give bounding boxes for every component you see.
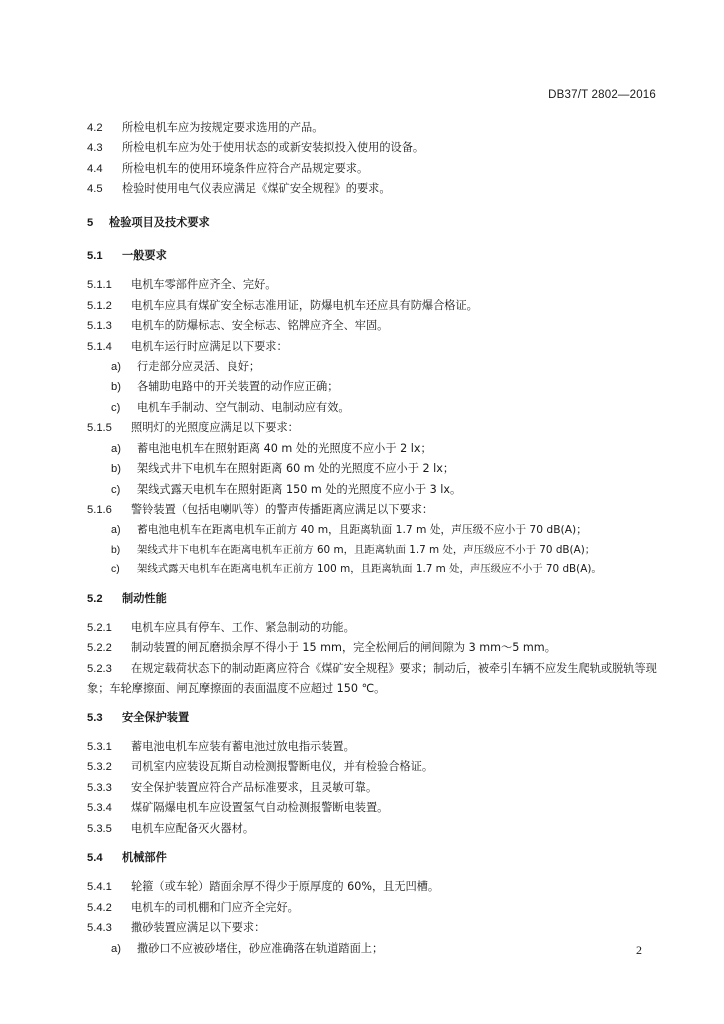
- list-item: [87, 541, 665, 560]
- clause-number: 4.4: [87, 162, 103, 175]
- clause-text: 警铃装置（包括电喇叭等）的警声传播距离应满足以下要求：: [131, 502, 434, 516]
- clause-text: 所检电机车的使用环境条件应符合产品规定要求。: [122, 161, 369, 175]
- document-code-header: DB37/T 2802—2016: [548, 89, 656, 101]
- clause-text: 电机车的防爆标志、安全标志、铭牌应齐全、牢固。: [131, 319, 389, 333]
- clause-text: 照明灯的光照度应满足以下要求：: [131, 421, 299, 435]
- clause-number: 5.3.3: [87, 781, 112, 794]
- clause-5-1-5: [87, 418, 665, 438]
- clause-number: 5.3.5: [87, 822, 112, 835]
- clause-5-3-5: [87, 819, 665, 839]
- clause-number: 5.1.6: [87, 503, 112, 516]
- clause-4-4: [87, 159, 665, 179]
- clause-5-2-3: [87, 659, 665, 699]
- clause-5-3-2: [87, 757, 665, 777]
- clause-5-4-2: [87, 898, 665, 918]
- clause-number: 5.1.1: [87, 279, 112, 292]
- clause-text: 所检电机车应为处于使用状态的或新安装拟投入使用的设备。: [122, 141, 425, 155]
- list-item: [87, 480, 665, 500]
- list-item-text: 架线式井下电机车在照射距离 60 m 处的光照度不应小于 2 lx；: [137, 462, 455, 476]
- list-item-text: 蓄电池电机车在距离电机车正前方 40 m，且距离轨面 1.7 m 处，声压级不应小于 70 dB(A)；: [137, 523, 587, 537]
- clause-number: 5.3.1: [87, 740, 112, 753]
- clause-text: 在规定载荷状态下的制动距离应符合《煤矿安全规程》要求；制动后，被牵引车辆不应发生爬轨或脱轨等现象；车轮摩擦面、闸瓦摩擦面的表面温度不应超过 150 ℃。: [87, 661, 657, 696]
- clause-number: 5.4.2: [87, 901, 112, 914]
- clause-text: 电机车零部件应齐全、完好。: [131, 278, 277, 292]
- list-item: [87, 377, 665, 397]
- clause-5-2-2: [87, 638, 665, 658]
- section-title: 安全保护装置: [122, 710, 190, 724]
- clause-text: 安全保护装置应符合产品标准要求，且灵敏可靠。: [131, 780, 378, 794]
- list-item-text: 各辅助电路中的开关装置的动作应正确；: [137, 380, 339, 394]
- section-5-2-heading: [87, 589, 665, 609]
- list-marker: b): [111, 381, 121, 394]
- clause-text: 电机车应具有停车、工作、紧急制动的功能。: [131, 620, 355, 634]
- clause-text: 所检电机车应为按规定要求选用的产品。: [122, 121, 324, 134]
- list-item: [87, 398, 665, 418]
- clause-text: 司机室内应装设瓦斯自动检测报警断电仪，并有检验合格证。: [131, 760, 434, 774]
- clause-5-1-1: [87, 275, 665, 295]
- clause-text: 制动装置的闸瓦磨损余厚不得小于 15 mm，完全松闸后的闸间隙为 3 mm～5 mm。: [131, 641, 556, 655]
- clause-number: 5.1.5: [87, 422, 112, 435]
- section-number: 5.2: [87, 592, 103, 605]
- clause-number: 5.4.1: [87, 881, 112, 894]
- list-item: [87, 520, 665, 540]
- clause-number: 5.4.3: [87, 922, 112, 935]
- clause-text: 电机车的司机棚和门应齐全完好。: [131, 900, 299, 914]
- list-marker: a): [111, 524, 121, 537]
- clause-5-3-4: [87, 798, 665, 818]
- clause-5-1-6: [87, 500, 665, 520]
- list-marker: c): [111, 401, 121, 414]
- clause-text: 电机车应具有煤矿安全标志准用证，防爆电机车还应具有防爆合格证。: [131, 298, 478, 312]
- clause-text: 撒砂装置应满足以下要求：: [131, 921, 266, 935]
- document-body: [87, 118, 665, 959]
- clause-5-1-4: [87, 337, 665, 357]
- list-marker: a): [111, 442, 121, 455]
- list-item-text: 架线式露天电机车在照射距离 150 m 处的光照度不应小于 3 lx。: [137, 482, 462, 496]
- clause-4-5: [87, 179, 665, 199]
- clause-4-2: [87, 118, 665, 138]
- clause-number: 4.5: [87, 183, 103, 196]
- list-marker: c): [111, 483, 121, 496]
- clause-number: 5.1.4: [87, 340, 112, 353]
- list-item-text: 撒砂口不应被砂堵住，砂应准确落在轨道踏面上；: [137, 941, 384, 955]
- list-marker: b): [111, 463, 121, 476]
- clause-text: 蓄电池电机车应装有蓄电池过放电指示装置。: [131, 739, 355, 753]
- clause-number: 4.2: [87, 122, 103, 134]
- section-number: 5.1: [87, 250, 103, 263]
- clause-number: 5.3.2: [87, 761, 112, 774]
- clause-5-1-3: [87, 316, 665, 336]
- section-title: 机械部件: [122, 851, 167, 864]
- clause-number: 5.3.4: [87, 802, 112, 815]
- clause-4-3: [87, 138, 665, 158]
- clause-5-4-1: [87, 877, 665, 897]
- section-title: 检验项目及技术要求: [109, 215, 210, 229]
- section-title: 制动性能: [122, 591, 167, 605]
- section-number: 5.4: [87, 852, 103, 864]
- clause-5-3-1: [87, 737, 665, 757]
- clause-number: 5.1.2: [87, 299, 112, 312]
- section-number: 5.3: [87, 711, 103, 724]
- list-item: [87, 560, 665, 579]
- section-5-1-heading: [87, 246, 665, 266]
- list-item-text: 蓄电池电机车在照射距离 40 m 处的光照度不应小于 2 lx；: [137, 441, 432, 455]
- clause-text: 轮箍（或车轮）踏面余厚不得少于原厚度的 60%，且无凹槽。: [131, 880, 440, 894]
- section-5-4-heading: [87, 848, 665, 868]
- list-marker: b): [111, 544, 121, 556]
- list-marker: a): [111, 942, 121, 955]
- clause-text: 电机车应配备灭火器材。: [131, 821, 255, 835]
- list-item-text: 行走部分应灵活、良好；: [137, 360, 261, 374]
- clause-5-1-2: [87, 296, 665, 316]
- list-marker: c): [111, 564, 120, 576]
- list-marker: a): [111, 361, 121, 374]
- clause-text: 电机车运行时应满足以下要求：: [131, 339, 288, 353]
- list-item: [87, 459, 665, 479]
- clause-text: 煤矿隔爆电机车应设置氢气自动检测报警断电装置。: [131, 801, 389, 815]
- clause-number: 5.2.1: [87, 621, 112, 634]
- clause-text: 检验时使用电气仪表应满足《煤矿安全规程》的要求。: [122, 182, 391, 196]
- section-number: 5: [87, 216, 94, 229]
- section-title: 一般要求: [122, 249, 167, 263]
- clause-number: 5.1.3: [87, 320, 112, 333]
- list-item: [87, 439, 665, 459]
- list-item-text: 架线式井下电机车在距离电机车正前方 60 m，且距离轨面 1.7 m 处，声压级应不小于 70 dB(A)；: [137, 543, 596, 556]
- page-number: 2: [636, 943, 642, 957]
- list-item: [87, 939, 665, 959]
- list-item-text: 架线式露天电机车在距离电机车正前方 100 m，且距离轨面 1.7 m 处，声压级应不小于 70 dB(A)。: [137, 563, 602, 576]
- section-5-3-heading: [87, 708, 665, 728]
- clause-5-4-3: [87, 918, 665, 938]
- clause-number: 5.2.3: [87, 662, 112, 675]
- list-item: [87, 357, 665, 377]
- section-5-heading: [87, 213, 665, 233]
- clause-5-3-3: [87, 778, 665, 798]
- list-item-text: 电机车手制动、空气制动、电制动应有效。: [137, 400, 350, 414]
- clause-number: 5.2.2: [87, 642, 112, 655]
- clause-5-2-1: [87, 618, 665, 638]
- clause-number: 4.3: [87, 142, 103, 155]
